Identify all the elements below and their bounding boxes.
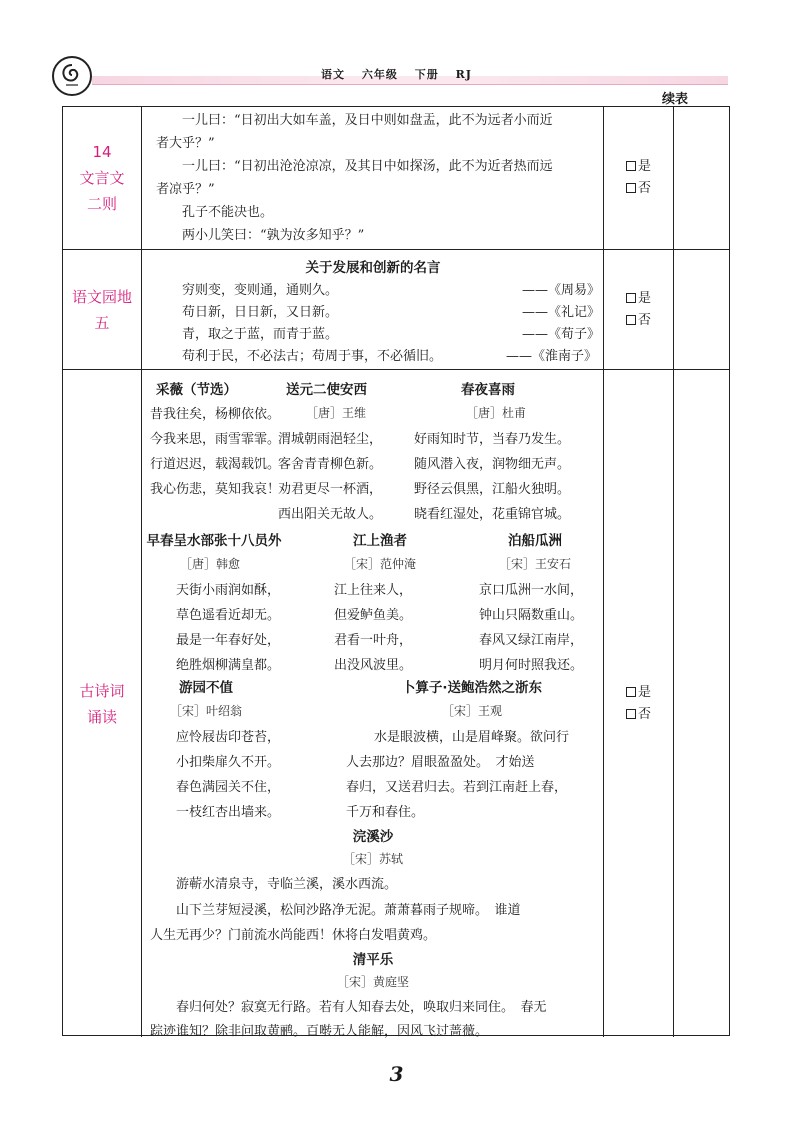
- poem-title: 送元二使安西: [286, 382, 367, 398]
- poem-title: 卜算子·送鲍浩然之浙东: [401, 680, 543, 696]
- poem-title: 江上渔者: [353, 533, 407, 549]
- poem-line: 小扣柴扉久不开。: [176, 755, 281, 770]
- poem-line: 春归何处？寂寞无行路。若有人知春去处，唤取归来同住。 春无: [176, 1000, 547, 1015]
- table-row-garden-five: [63, 250, 729, 370]
- yes-label: 是: [637, 159, 651, 174]
- mastery-cell: [604, 107, 674, 249]
- poem-line: 千万和春住。: [346, 805, 425, 820]
- poem-line: 昔我往矣，杨柳依依。: [150, 407, 281, 422]
- poem-line: 野径云俱黑，江船火独明。: [414, 482, 571, 497]
- mastery-cell: [604, 370, 674, 1037]
- poem-title: 春夜喜雨: [461, 382, 515, 398]
- header-rule: [92, 84, 728, 85]
- row-label-line: 文言文: [79, 169, 125, 187]
- grade: 六年级: [361, 68, 398, 81]
- row-label-cell: [63, 370, 142, 1037]
- poem-author: ［唐］杜甫: [466, 406, 527, 420]
- poem-line: 劝君更尽一杯酒，: [278, 482, 383, 497]
- poem-line: 一枝红杏出墙来。: [176, 805, 281, 820]
- checkbox-square-icon: [626, 161, 636, 171]
- poem-author: ［唐］韩愈: [179, 557, 241, 571]
- row-label-line: 14: [92, 143, 112, 161]
- poem-line: 我心伤悲，莫知我哀！: [150, 482, 281, 497]
- poem-line: 天街小雨润如酥，: [176, 583, 281, 598]
- text-line: 两小儿笑曰：“孰为汝多知乎？”: [182, 228, 365, 243]
- poem-line: 出没风波里。: [334, 658, 413, 673]
- poem-line: 西出阳关无故人。: [278, 507, 383, 522]
- quote-source: ——《淮南子》: [506, 349, 598, 364]
- empty-cell: [674, 370, 731, 1037]
- poem-line: 春风又绿江南岸，: [479, 633, 584, 648]
- poem-line: 春归，又送君归去。若到江南赶上春，: [346, 780, 568, 795]
- poem-author: ［宋］苏轼: [342, 852, 404, 866]
- poem-line: 最是一年春好处，: [176, 633, 281, 648]
- text-line: 一儿曰：“日初出沧沧凉凉，及其日中如探汤，此不为近者热而远: [182, 159, 553, 174]
- table-row-classical-prose: [63, 107, 729, 250]
- subject: 语文: [321, 68, 346, 81]
- checkbox-square-icon: [626, 709, 636, 719]
- row-label-line: 诵读: [86, 707, 117, 726]
- poem-author: ［宋］叶绍翁: [169, 704, 243, 718]
- yes-label: 是: [637, 684, 651, 700]
- poem-line: 山下兰芽短浸溪，松间沙路净无泥。萧萧暮雨子规啼。 谁道: [176, 903, 521, 918]
- poem-line: 人去那边？眉眼盈盈处。 才始送: [346, 755, 535, 770]
- checkbox-square-icon: [626, 315, 636, 325]
- checkbox-square-icon: [626, 183, 636, 193]
- poem-line: 京口瓜洲一水间，: [479, 583, 584, 598]
- quote-source: ——《礼记》: [522, 305, 601, 320]
- volume: 下册: [414, 68, 439, 81]
- text-line: 者凉乎？”: [156, 182, 215, 197]
- content-table: [62, 106, 730, 1039]
- content-cell: [142, 107, 604, 249]
- poem-line: 行道迟迟，载渴载饥。: [150, 457, 281, 472]
- text-line: 者大乎？”: [156, 136, 215, 151]
- continued-label: 续表: [662, 92, 689, 107]
- row-label-line: 二则: [86, 195, 117, 213]
- no-checkbox[interactable]: [626, 704, 651, 726]
- no-label: 否: [637, 312, 651, 328]
- row-label-line: 古诗词: [79, 681, 125, 700]
- poem-line: 客舍青青柳色新。: [278, 457, 383, 472]
- poem-line: 君看一叶舟，: [334, 633, 413, 648]
- poem-line: 晓看红湿处，花重锦官城。: [414, 507, 571, 522]
- poem-author: ［宋］王安石: [498, 557, 572, 571]
- quote-source: ——《荀子》: [522, 327, 601, 342]
- content-cell: [142, 250, 604, 369]
- poem-line: 渭城朝雨浥轻尘，: [278, 432, 383, 447]
- running-header: [0, 66, 793, 82]
- poem-line: 随风潜入夜，润物细无声。: [414, 457, 571, 472]
- checkbox-square-icon: [626, 293, 636, 303]
- quote-source: ——《周易》: [522, 283, 601, 298]
- poem-line: 但爱鲈鱼美。: [334, 608, 413, 623]
- row-label-line: 五: [94, 313, 110, 332]
- row-label-cell: [63, 250, 142, 369]
- page-number: 3: [389, 1062, 404, 1086]
- quote-text: 苟日新，日日新，又日新。: [182, 305, 339, 320]
- empty-cell: [674, 107, 731, 249]
- mastery-cell: [604, 250, 674, 369]
- content-cell: [142, 370, 604, 1037]
- text-line: 孔子不能决也。: [182, 205, 274, 220]
- poem-title: 泊船瓜洲: [508, 533, 562, 549]
- poem-line: 人生无再少？门前流水尚能西！休将白发唱黄鸡。: [150, 928, 437, 943]
- empty-cell: [674, 250, 731, 369]
- edition: RJ: [455, 68, 472, 81]
- poem-author: ［宋］范仲淹: [343, 557, 417, 571]
- yes-checkbox[interactable]: [626, 288, 651, 310]
- row-label-cell: [63, 107, 142, 249]
- table-row-poetry-reading: [63, 370, 729, 1037]
- quote-text: 苟利于民，不必法古；苟周于事，不必循旧。: [182, 349, 443, 364]
- yes-checkbox[interactable]: [626, 682, 651, 704]
- poem-line: 游蕲水清泉寺，寺临兰溪，溪水西流。: [176, 877, 398, 892]
- poem-line: 水是眼波横，山是眉峰聚。欲问行: [374, 730, 570, 745]
- poem-title: 早春呈水部张十八员外: [146, 533, 282, 549]
- poem-line: 应怜屐齿印苍苔，: [176, 730, 281, 745]
- poem-title: 浣溪沙: [352, 829, 394, 845]
- checkbox-square-icon: [626, 687, 636, 697]
- poem-title: 采薇（节选）: [156, 382, 237, 398]
- poem-line: 草色遥看近却无。: [176, 608, 281, 623]
- no-checkbox[interactable]: [626, 178, 651, 200]
- poem-author: ［唐］王维: [306, 406, 367, 420]
- poem-line: 明月何时照我还。: [479, 658, 584, 673]
- no-label: 否: [637, 706, 651, 722]
- poem-author: ［宋］王观: [441, 704, 503, 718]
- quotes-title: 关于发展和创新的名言: [305, 260, 441, 276]
- poem-line: 春色满园关不住，: [176, 780, 281, 795]
- poem-line: 踪迹谁知？除非问取黄鹂。百啭无人能解，因风飞过蔷薇。: [150, 1024, 489, 1039]
- text-line: 一儿曰：“日初出大如车盖，及日中则如盘盂，此不为远者小而近: [182, 113, 553, 128]
- row-label-line: 语文园地: [71, 287, 132, 306]
- poem-title: 清平乐: [352, 952, 394, 968]
- quote-text: 青，取之于蓝，而青于蓝。: [182, 327, 339, 342]
- poem-line: 绝胜烟柳满皇都。: [176, 658, 281, 673]
- yes-label: 是: [637, 290, 651, 306]
- no-checkbox[interactable]: [626, 310, 651, 332]
- poem-author: ［宋］黄庭坚: [336, 975, 410, 989]
- yes-checkbox[interactable]: [626, 156, 651, 178]
- poem-line: 江上往来人，: [334, 583, 413, 598]
- no-label: 否: [637, 181, 651, 196]
- poem-line: 好雨知时节，当春乃发生。: [414, 432, 571, 447]
- poem-title: 游园不值: [179, 680, 233, 696]
- poem-line: 钟山只隔数重山。: [479, 608, 584, 623]
- quote-text: 穷则变，变则通，通则久。: [182, 283, 339, 298]
- poem-line: 今我来思，雨雪霏霏。: [150, 432, 281, 447]
